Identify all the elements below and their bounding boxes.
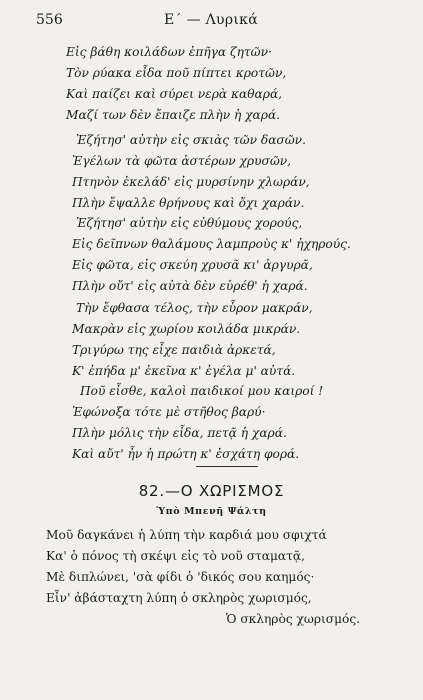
verse-line: Τὴν ἔφθασα τέλος, τὴν εὗρον μακράν, xyxy=(76,301,313,315)
stanza-4 xyxy=(72,298,402,382)
verse-line: Μὲ διπλώνει, 'σὰ φίδι ὁ 'δικός σου καημός· xyxy=(46,570,315,584)
stanza-6 xyxy=(46,525,406,630)
verse-line: Ὁ σκληρὸς χωρισμός. xyxy=(226,612,361,626)
poem-author: Ὑπὸ Μπενῆ Ψάλτη xyxy=(156,506,267,517)
verse-line: Εἰς βάθη κοιλάδων ἐπῆγα ζητῶν· xyxy=(66,45,272,59)
verse-line: Ἐζήτησ' αὐτὴν εἰς εὐθύμους χορούς, xyxy=(76,216,303,230)
verse-line: Καὶ αὔτ' ἦν ἡ πρώτη κ' ἐσχάτη φορά. xyxy=(72,447,300,461)
stanza-1 xyxy=(66,42,396,126)
verse-line: Εἰς δεῖπνων θαλάμους λαμπροὺς κ' ἠχηρούς. xyxy=(72,237,351,251)
verse-line: Μοῦ δαγκάνει ἡ λύπη τὴν καρδιά μου σφιχτά xyxy=(46,528,327,542)
verse-line: Κα' ὁ πόνος τὴ σκέψι εἰς τὸ νοῦ σταματᾷ, xyxy=(46,549,306,563)
verse-line: Τὸν ρύακα εἶδα ποῦ πίπτει κροτῶν, xyxy=(66,66,287,80)
verse-line: Ἐγέλων τὰ φῶτα ἀστέρων χρυσῶν, xyxy=(72,154,292,168)
verse-line: Καὶ παίζει καὶ σύρει νερὰ καθαρά, xyxy=(66,87,283,101)
verse-line: Εἰς φῶτα, εἰς σκεύη χρυσᾶ κι' ἀργυρᾶ, xyxy=(72,258,313,272)
verse-line: Εἶν' ἀβάσταχτη λύπη ὁ σκληρὸς χωρισμός, xyxy=(46,591,312,605)
stanza-5 xyxy=(72,381,402,465)
verse-line: Κ' ἐπήδα μ' ἐκεῖνα κ' ἐγέλα μ' αὐτά. xyxy=(72,364,296,378)
verse-line: Τριγύρω της εἶχε παιδιὰ ἀρκετά, xyxy=(72,343,276,357)
verse-line: Ποῦ εἶσθε, καλοὶ παιδικοί μου καιροί ! xyxy=(80,384,324,398)
page-number: 556 xyxy=(36,12,63,28)
poem-title: 82.—Ο ΧΩΡΙΣΜΟΣ xyxy=(138,482,285,500)
verse-line: Πλὴν οὔτ' εἰς αὐτὰ δὲν εὑρέθ' ἡ χαρά. xyxy=(72,279,308,293)
section-divider xyxy=(196,466,258,467)
stanza-2 xyxy=(72,130,402,214)
stanza-3 xyxy=(72,213,402,297)
verse-line: Μακρὰν εἰς χωρίου κοιλάδα μικράν. xyxy=(72,322,301,336)
verse-line: Ἐφώνοξα τότε μὲ στῆθος βαρύ· xyxy=(72,405,266,419)
verse-line: Πτηνὸν ἐκελάδ' εἰς μυρσίνην χλωράν, xyxy=(72,175,310,189)
verse-line: Πλὴν μόλις τὴν εἶδα, πετᾷ ἡ χαρά. xyxy=(72,426,287,440)
page-header xyxy=(36,12,386,32)
verse-line: Μαζί των δὲν ἔπαιζε πλὴν ἡ χαρά. xyxy=(66,108,281,122)
verse-line: Πλὴν ἔψαλλε θρήνους καὶ ὄχι χαράν. xyxy=(72,196,305,210)
running-head: Ε΄ — Λυρικά xyxy=(164,12,258,28)
verse-line: Ἐζήτησ' αὐτὴν εἰς σκιὰς τῶν δασῶν. xyxy=(76,133,306,147)
